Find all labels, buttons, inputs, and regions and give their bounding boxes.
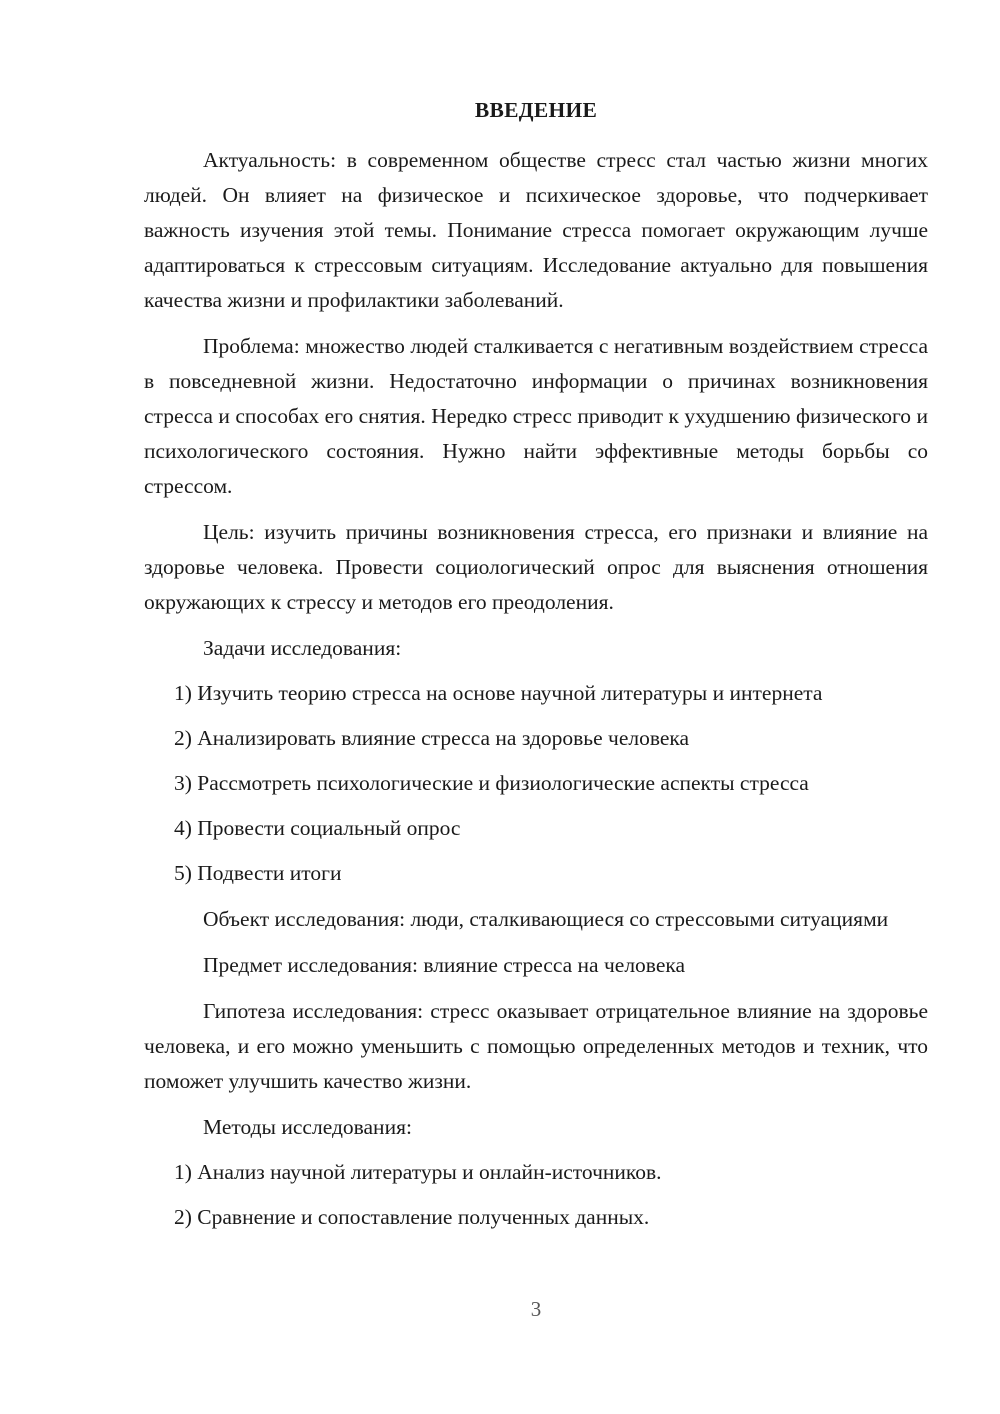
methods-heading: Методы исследования: (203, 1115, 412, 1139)
list-item: 2) Анализировать влияние стресса на здоровье человека (174, 726, 690, 750)
document-page (144, 0, 928, 1414)
problem-paragraph: Проблема: множество людей сталкивается с негативным воздействием стресса в повседневной жизни. Недостаточно информации о причинах возникновения стресса и способах его снятия. Нередко стресс приводит к ухудшению физического и психологического состояния. Нужно найти эффективные методы борьбы со стрессом. (144, 334, 928, 498)
list-item: 1) Изучить теорию стресса на основе научной литературы и интернета (174, 681, 823, 705)
subject-paragraph: Предмет исследования: влияние стресса на человека (203, 953, 686, 977)
list-item: 5) Подвести итоги (174, 861, 342, 885)
page-number: 3 (530, 1297, 542, 1321)
relevance-paragraph: Актуальность: в современном обществе стресс стал частью жизни многих людей. Он влияет на физическое и психическое здоровье, что подчеркивает важность изучения этой темы. Понимание стресса помогает окружающим лучше адаптироваться к стрессовым ситуациям. Исследование актуально для повышения качества жизни и профилактики заболеваний. (144, 148, 928, 312)
goal-paragraph: Цель: изучить причины возникновения стресса, его признаки и влияние на здоровье человека. Провести социологический опрос для выяснения отношения окружающих к стрессу и методов его преодоления. (144, 520, 928, 614)
section-title: ВВЕДЕНИЕ (474, 98, 598, 122)
tasks-heading: Задачи исследования: (203, 636, 402, 660)
list-item: 3) Рассмотреть психологические и физиологические аспекты стресса (174, 771, 809, 795)
section-body (144, 143, 928, 1235)
list-item: 1) Анализ научной литературы и онлайн-источников. (174, 1160, 662, 1184)
list-item: 4) Провести социальный опрос (174, 816, 461, 840)
hypothesis-paragraph: Гипотеза исследования: стресс оказывает отрицательное влияние на здоровье человека, и его можно уменьшить с помощью определенных методов и техник, что поможет улучшить качество жизни. (144, 999, 928, 1093)
object-paragraph: Объект исследования: люди, сталкивающиеся со стрессовыми ситуациями (203, 907, 889, 931)
list-item: 2) Сравнение и сопоставление полученных данных. (174, 1205, 650, 1229)
